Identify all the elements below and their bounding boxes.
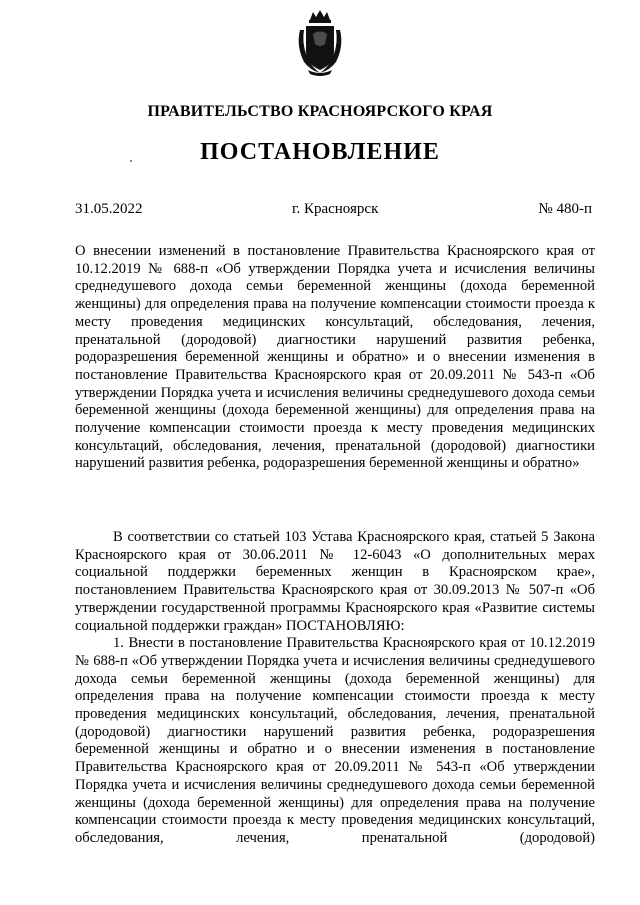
- scan-speck: [130, 160, 132, 162]
- document-date: 31.05.2022: [75, 201, 143, 217]
- document-subject: О внесении изменений в постановление Правительства Красноярского края от 10.12.2019 № 688-п «Об утверждении Порядка учета и исчисления величины среднедушевого дохода семьи беременной женщины (дохода беременной женщины) для определения права на получение компенсации стоимости проезда к месту проведения медицинских консультаций, обследования, лечения, пренатальной (дородовой) диагностики нарушений развития ребенка, родоразрешения беременной женщины и обратно» и о внесении изменения в постановление Правительства Красноярского края от 20.09.2011 № 543-п «Об утверждении Порядка учета и исчисления величины среднедушевого дохода семьи беременной женщины (дохода беременной женщины) для определения права на получение компенсации стоимости проезда к месту проведения медицинских консультаций, обследования, лечения, пренатальной (дородовой) диагностики нарушений развития ребенка, родоразрешения беременной женщины и обратно»: [75, 243, 595, 472]
- item-1-paragraph: 1. Внести в постановление Правительства Красноярского края от 10.12.2019 № 688-п «Об утверждении Порядка учета и исчисления величины среднедушевого дохода семьи беременной женщины (дохода беременной женщины) для определения права на получение компенсации стоимости проезда к месту проведения медицинских консультаций, обследования, лечения, пренатальной (дородовой) диагностики нарушений развития ребенка, родоразрешения беременной женщины и обратно и о внесении изменения в постановление Правительства Красноярского края от 20.09.2011 № 543-п «Об утверждении Порядка учета и исчисления величины среднедушевого дохода семьи беременной женщины (дохода беременной женщины) для определения права на получение компенсации стоимости проезда к месту проведения медицинских консультаций, обследования, лечения, пренатальной (дородовой): [75, 635, 595, 846]
- preamble-paragraph: В соответствии со статьей 103 Устава Красноярского края, статьей 5 Закона Красноярского края от 30.06.2011 № 12-6043 «О дополнительных мерах социальной поддержки беременных женщин в Красноярском крае», постановлением Правительства Красноярского края от 30.09.2013 № 507-п «Об утверждении государственной программы Красноярского края «Развитие системы социальной поддержки граждан» ПОСТАНОВЛЯЮ:: [75, 529, 595, 634]
- document-number: № 480-п: [538, 201, 592, 217]
- document-body: [75, 529, 595, 848]
- document-city: г. Красноярск: [292, 201, 379, 217]
- krasnoyarsk-coat-of-arms-icon: [296, 10, 344, 76]
- government-title: ПРАВИТЕЛЬСТВО КРАСНОЯРСКОГО КРАЯ: [147, 103, 493, 120]
- document-type-title: ПОСТАНОВЛЕНИЕ: [200, 139, 440, 165]
